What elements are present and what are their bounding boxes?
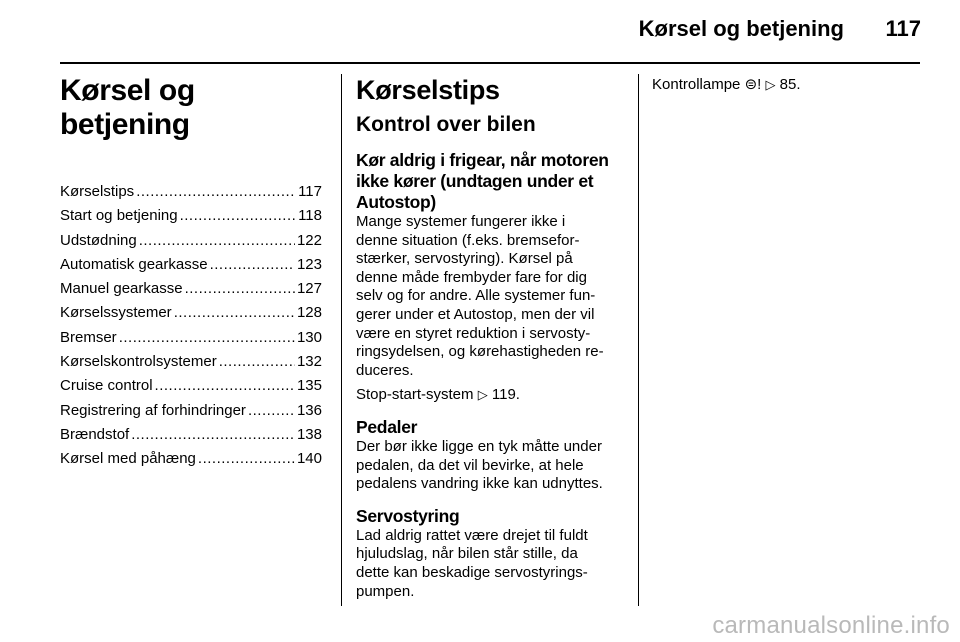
toc-label: Kørsel med påhæng bbox=[60, 450, 196, 468]
text-line: gerer under et Autostop, men der vil bbox=[356, 305, 595, 323]
lamp-label: Kontrollampe bbox=[652, 76, 741, 93]
toc-item[interactable] bbox=[60, 350, 322, 374]
chapter-title: Kørsel og betjening bbox=[60, 74, 195, 141]
continued-column bbox=[652, 74, 920, 95]
toc-label: Start og betjening bbox=[60, 207, 178, 225]
toc-label: Kørselskontrolsystemer bbox=[60, 353, 217, 371]
toc-leader-dots bbox=[185, 277, 295, 301]
toc-item[interactable] bbox=[60, 374, 322, 398]
toc-page-number: 138 bbox=[296, 425, 322, 443]
text-line: selv og for andre. Alle systemer fun- bbox=[356, 287, 596, 305]
text-line: pedalens vandring ikke kan udnyttes. bbox=[356, 475, 603, 493]
toc-item[interactable] bbox=[60, 301, 322, 325]
toc-leader-dots bbox=[155, 374, 295, 398]
text-line: denne måde frembyder fare for dig bbox=[356, 268, 587, 286]
toc-leader-dots bbox=[210, 253, 295, 277]
text-line: ringsydelsen, og kørehastigheden re- bbox=[356, 343, 604, 361]
warning-lamp-reference bbox=[652, 76, 920, 95]
stop-start-label: Stop-start-system bbox=[356, 386, 474, 404]
text-line: Mange systemer fungerer ikke i bbox=[356, 213, 566, 230]
toc-item[interactable] bbox=[60, 180, 322, 204]
text-line: hjuludslag, når bilen står stille, da bbox=[356, 545, 578, 563]
text-line: denne situation (f.eks. bremsefor- bbox=[356, 231, 580, 249]
warning-text bbox=[356, 213, 624, 380]
toc-page-number: 136 bbox=[296, 401, 322, 419]
toc-page-number: 140 bbox=[296, 450, 322, 468]
text-line: stærker, servostyring). Kørsel på bbox=[356, 250, 573, 268]
header-rule bbox=[60, 62, 920, 64]
toc-leader-dots bbox=[198, 447, 295, 471]
toc-label: Registrering af forhindringer bbox=[60, 401, 246, 419]
reference-triangle-icon: ▷ bbox=[765, 77, 776, 92]
text-line: duceres. bbox=[356, 361, 414, 379]
toc-label: Brændstof bbox=[60, 425, 130, 443]
stop-start-page: 119. bbox=[491, 386, 520, 404]
toc-item[interactable] bbox=[60, 447, 322, 471]
toc-item[interactable] bbox=[60, 423, 322, 447]
toc-page-number: 117 bbox=[298, 183, 322, 200]
toc-leader-dots bbox=[248, 399, 295, 423]
text-line: Der bør ikke ligge en tyk måtte under bbox=[356, 437, 602, 455]
toc-page-number: 127 bbox=[296, 280, 322, 298]
toc-label: Kørselssystemer bbox=[60, 304, 172, 322]
toc-leader-dots bbox=[174, 301, 295, 325]
steering-warning-icon: ⊜! bbox=[744, 76, 762, 93]
toc-leader-dots bbox=[136, 180, 296, 204]
text-line: dette kan beskadige servostyrings- bbox=[356, 563, 588, 581]
text-line: pedalen, da det vil bevirke, at hele bbox=[356, 456, 584, 474]
content-column bbox=[356, 74, 624, 601]
steering-text bbox=[356, 527, 624, 601]
toc-leader-dots bbox=[131, 423, 295, 447]
toc-item[interactable] bbox=[60, 253, 322, 277]
toc-leader-dots bbox=[139, 229, 295, 253]
toc-label: Kørselstips bbox=[60, 183, 135, 200]
toc-page-number: 123 bbox=[296, 255, 322, 273]
header-title: Kørsel og betjening bbox=[638, 16, 844, 41]
chapter-column bbox=[60, 74, 322, 472]
text-line: Lad aldrig rattet være drejet til fuldt bbox=[356, 526, 588, 544]
toc-label: Automatisk gearkasse bbox=[60, 255, 208, 273]
toc-label: Bremser bbox=[60, 328, 117, 346]
page-number: 117 bbox=[885, 16, 921, 41]
toc-page-number: 118 bbox=[298, 207, 322, 225]
section-title: Kørselstips bbox=[356, 75, 500, 105]
column-divider-1 bbox=[341, 74, 342, 606]
toc-leader-dots bbox=[180, 204, 296, 228]
toc-page-number: 122 bbox=[296, 231, 322, 249]
lamp-page: 85. bbox=[779, 76, 801, 93]
toc-item[interactable] bbox=[60, 204, 322, 228]
toc-page-number: 130 bbox=[296, 328, 322, 346]
toc-page-number: 135 bbox=[296, 377, 322, 395]
toc-label: Udstødning bbox=[60, 231, 137, 249]
toc-page-number: 132 bbox=[296, 353, 322, 371]
pedals-heading: Pedaler bbox=[356, 416, 418, 437]
text-line: være en styret reduktion i servosty- bbox=[356, 324, 591, 342]
text-line: pumpen. bbox=[356, 582, 415, 600]
toc-label: Manuel gearkasse bbox=[60, 280, 183, 298]
table-of-contents bbox=[60, 180, 322, 472]
warning-heading: Kør aldrig i frigear, når motoren ikke kører (undtagen under et Autostop) bbox=[356, 150, 609, 212]
toc-page-number: 128 bbox=[296, 304, 322, 322]
pedals-text bbox=[356, 438, 624, 494]
toc-item[interactable] bbox=[60, 399, 322, 423]
toc-leader-dots bbox=[219, 350, 295, 374]
column-divider-2 bbox=[638, 74, 639, 606]
toc-item[interactable] bbox=[60, 326, 322, 350]
toc-item[interactable] bbox=[60, 277, 322, 301]
section-subtitle: Kontrol over bilen bbox=[356, 113, 536, 136]
steering-heading: Servostyring bbox=[356, 505, 460, 526]
reference-triangle-icon: ▷ bbox=[477, 387, 488, 403]
watermark: carmanualsonline.info bbox=[712, 612, 950, 639]
toc-leader-dots bbox=[119, 326, 295, 350]
stop-start-reference bbox=[356, 386, 624, 405]
toc-item[interactable] bbox=[60, 229, 322, 253]
toc-label: Cruise control bbox=[60, 377, 153, 395]
